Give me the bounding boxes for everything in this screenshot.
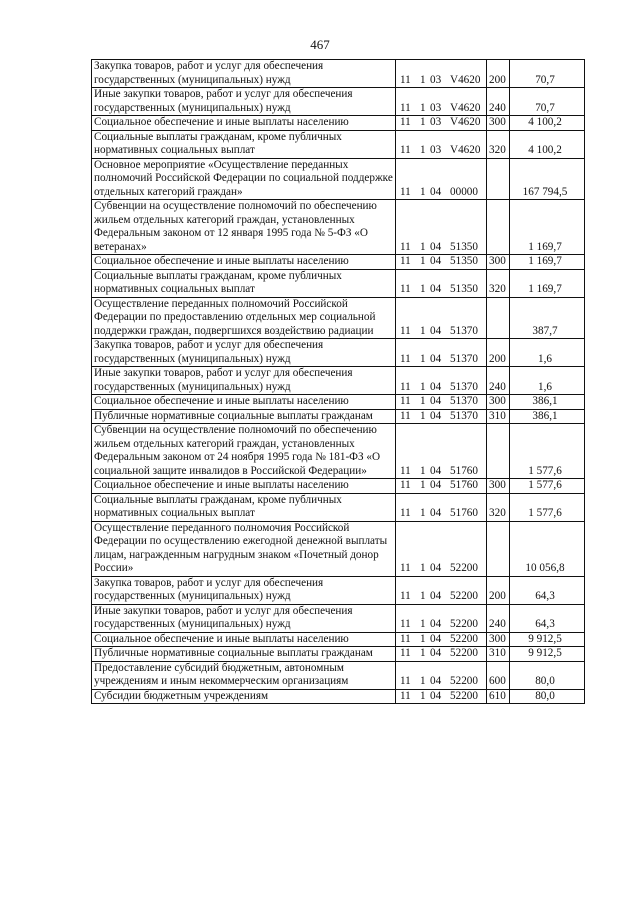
code-section: 11 [400, 283, 411, 295]
code-target: 52200 [450, 590, 478, 602]
table-row [92, 661, 585, 689]
row-expense-type: 300 [487, 632, 510, 647]
row-amount: 64,3 [510, 576, 585, 604]
code-subprogram: 04 [430, 352, 442, 365]
row-name: Субвенции на осуществление полномочий по обеспечению жильем отдельных категорий граждан, установленных Федеральным законом от 12 января 1995 года № 5-ФЗ «О ветеранах» [92, 200, 396, 255]
code-section: 11 [400, 380, 411, 393]
code-subprogram: 04 [430, 647, 442, 659]
code-subprogram: 04 [430, 675, 442, 687]
code-target: 51350 [450, 255, 478, 267]
code-subprogram: 04 [430, 255, 442, 267]
code-target: 52200 [450, 689, 478, 702]
code-section: 11 [400, 632, 411, 645]
row-name: Социальное обеспечение и иные выплаты населению [92, 116, 396, 131]
code-target: 51370 [450, 324, 478, 337]
row-code [396, 493, 487, 521]
code-subprogram: 04 [430, 409, 442, 422]
row-name: Социальные выплаты гражданам, кроме публичных нормативных социальных выплат [92, 493, 396, 521]
row-code [396, 130, 487, 158]
code-section: 11 [400, 73, 411, 86]
table-row [92, 116, 585, 131]
row-code [396, 395, 487, 410]
code-program: 1 [420, 507, 426, 519]
row-name: Иные закупки товаров, работ и услуг для обеспечения государственных (муниципальных) нужд [92, 604, 396, 632]
code-subprogram: 04 [430, 689, 442, 702]
code-section: 11 [400, 255, 411, 267]
row-expense-type: 300 [487, 116, 510, 131]
code-program: 1 [420, 409, 426, 422]
row-expense-type: 200 [487, 576, 510, 604]
table-row [92, 269, 585, 297]
row-code [396, 60, 487, 88]
row-amount: 10 056,8 [510, 521, 585, 576]
code-target: 51370 [450, 380, 478, 393]
code-section: 11 [400, 618, 411, 630]
code-target: V4620 [450, 116, 481, 128]
table-row [92, 297, 585, 339]
row-amount: 70,7 [510, 88, 585, 116]
table-row [92, 647, 585, 662]
row-amount: 1 577,6 [510, 479, 585, 494]
code-target: 51760 [450, 464, 478, 477]
row-code [396, 521, 487, 576]
table-row [92, 493, 585, 521]
row-code [396, 424, 487, 479]
table-row [92, 576, 585, 604]
code-program: 1 [420, 240, 426, 253]
code-section: 11 [400, 324, 411, 337]
page-number: 467 [310, 37, 330, 52]
code-program: 1 [420, 255, 426, 267]
row-expense-type: 300 [487, 255, 510, 270]
row-name: Социальное обеспечение и иные выплаты населению [92, 632, 396, 647]
row-name: Субсидии бюджетным учреждениям [92, 689, 396, 704]
code-section: 11 [400, 647, 411, 659]
row-amount: 1 577,6 [510, 424, 585, 479]
row-name: Предоставление субсидий бюджетным, автономным учреждениям и иным некоммерческим организациям [92, 661, 396, 689]
code-subprogram: 03 [430, 101, 442, 114]
row-amount: 4 100,2 [510, 130, 585, 158]
row-name: Основное мероприятие «Осуществление переданных полномочий Российской Федерации по социальной поддержке отдельных категорий граждан» [92, 158, 396, 200]
row-expense-type: 320 [487, 130, 510, 158]
row-amount: 1 169,7 [510, 200, 585, 255]
code-section: 11 [400, 507, 411, 519]
code-subprogram: 03 [430, 116, 442, 128]
code-program: 1 [420, 380, 426, 393]
row-code [396, 647, 487, 662]
code-program: 1 [420, 562, 426, 574]
code-target: 52200 [450, 675, 478, 687]
row-name: Субвенции на осуществление полномочий по обеспечению жильем отдельных категорий граждан, установленных Федеральным законом от 24 ноября 1995 года № 181-ФЗ «О социальной защите инвалидов в Российской Федерации» [92, 424, 396, 479]
row-amount: 1,6 [510, 339, 585, 367]
row-expense-type: 310 [487, 409, 510, 424]
row-expense-type: 240 [487, 367, 510, 395]
code-program: 1 [420, 464, 426, 477]
row-expense-type: 610 [487, 689, 510, 704]
row-expense-type: 300 [487, 479, 510, 494]
row-amount: 1 169,7 [510, 255, 585, 270]
row-expense-type: 240 [487, 604, 510, 632]
code-subprogram: 04 [430, 464, 442, 477]
code-program: 1 [420, 647, 426, 659]
code-subprogram: 04 [430, 618, 442, 630]
row-name: Публичные нормативные социальные выплаты гражданам [92, 409, 396, 424]
code-program: 1 [420, 185, 426, 198]
row-name: Социальные выплаты гражданам, кроме публичных нормативных социальных выплат [92, 130, 396, 158]
row-name: Публичные нормативные социальные выплаты гражданам [92, 647, 396, 662]
code-section: 11 [400, 590, 411, 602]
table-row [92, 604, 585, 632]
row-name: Иные закупки товаров, работ и услуг для обеспечения государственных (муниципальных) нужд [92, 367, 396, 395]
code-program: 1 [420, 618, 426, 630]
code-program: 1 [420, 116, 426, 128]
code-target: 51350 [450, 283, 478, 295]
code-program: 1 [420, 352, 426, 365]
row-amount: 4 100,2 [510, 116, 585, 131]
code-target: V4620 [450, 144, 481, 156]
code-subprogram: 03 [430, 144, 442, 156]
row-amount: 1,6 [510, 367, 585, 395]
row-code [396, 88, 487, 116]
table-row [92, 632, 585, 647]
code-subprogram: 04 [430, 395, 442, 407]
code-section: 11 [400, 116, 411, 128]
row-amount: 9 912,5 [510, 647, 585, 662]
code-target: 51370 [450, 409, 478, 422]
code-program: 1 [420, 689, 426, 702]
row-code [396, 255, 487, 270]
code-section: 11 [400, 464, 411, 477]
row-code [396, 479, 487, 494]
row-expense-type: 320 [487, 493, 510, 521]
code-target: 51760 [450, 479, 478, 491]
code-subprogram: 04 [430, 283, 442, 295]
row-amount: 386,1 [510, 395, 585, 410]
code-target: 51350 [450, 240, 478, 253]
row-code [396, 576, 487, 604]
row-code [396, 339, 487, 367]
code-subprogram: 04 [430, 590, 442, 602]
row-name: Социальные выплаты гражданам, кроме публичных нормативных социальных выплат [92, 269, 396, 297]
row-name: Осуществление переданных полномочий Российской Федерации по предоставлению отдельных мер социальной поддержки граждан, подвергшихся воздействию радиации [92, 297, 396, 339]
code-section: 11 [400, 562, 411, 574]
code-subprogram: 04 [430, 380, 442, 393]
row-amount: 386,1 [510, 409, 585, 424]
code-section: 11 [400, 479, 411, 491]
code-target: 52200 [450, 647, 478, 659]
row-expense-type [487, 200, 510, 255]
table-row [92, 158, 585, 200]
row-code [396, 200, 487, 255]
code-program: 1 [420, 283, 426, 295]
row-code [396, 604, 487, 632]
row-name: Социальное обеспечение и иные выплаты населению [92, 395, 396, 410]
code-target: 51370 [450, 352, 478, 365]
table-row [92, 521, 585, 576]
row-name: Закупка товаров, работ и услуг для обеспечения государственных (муниципальных) нужд [92, 339, 396, 367]
row-name: Иные закупки товаров, работ и услуг для обеспечения государственных (муниципальных) нужд [92, 88, 396, 116]
code-target: 51370 [450, 395, 478, 407]
row-expense-type: 310 [487, 647, 510, 662]
code-program: 1 [420, 675, 426, 687]
code-subprogram: 04 [430, 507, 442, 519]
table-row [92, 367, 585, 395]
code-section: 11 [400, 675, 411, 687]
row-expense-type [487, 521, 510, 576]
code-section: 11 [400, 689, 411, 702]
table-row [92, 409, 585, 424]
row-code [396, 269, 487, 297]
code-program: 1 [420, 324, 426, 337]
code-subprogram: 04 [430, 240, 442, 253]
row-amount: 9 912,5 [510, 632, 585, 647]
code-program: 1 [420, 73, 426, 86]
row-code [396, 297, 487, 339]
row-name: Закупка товаров, работ и услуг для обеспечения государственных (муниципальных) нужд [92, 576, 396, 604]
code-target: 51760 [450, 507, 478, 519]
code-program: 1 [420, 101, 426, 114]
code-target: V4620 [450, 101, 481, 114]
row-code [396, 632, 487, 647]
row-amount: 80,0 [510, 661, 585, 689]
code-section: 11 [400, 409, 411, 422]
row-code [396, 367, 487, 395]
row-amount: 1 169,7 [510, 269, 585, 297]
table-row [92, 479, 585, 494]
row-code [396, 116, 487, 131]
row-code [396, 158, 487, 200]
table-row [92, 200, 585, 255]
code-subprogram: 04 [430, 562, 442, 574]
code-section: 11 [400, 185, 411, 198]
row-expense-type: 240 [487, 88, 510, 116]
row-amount: 1 577,6 [510, 493, 585, 521]
row-name: Закупка товаров, работ и услуг для обеспечения государственных (муниципальных) нужд [92, 60, 396, 88]
row-name: Социальное обеспечение и иные выплаты населению [92, 479, 396, 494]
row-amount: 387,7 [510, 297, 585, 339]
code-subprogram: 04 [430, 479, 442, 491]
row-expense-type [487, 297, 510, 339]
row-code [396, 689, 487, 704]
table-row [92, 689, 585, 704]
code-target: V4620 [450, 73, 481, 86]
code-subprogram: 04 [430, 185, 442, 198]
row-name: Осуществление переданного полномочия Российской Федерации по осуществлению ежегодной денежной выплаты лицам, награжденным нагрудным знаком «Почетный донор России» [92, 521, 396, 576]
table-row [92, 88, 585, 116]
code-target: 52200 [450, 618, 478, 630]
table-row [92, 395, 585, 410]
row-expense-type: 300 [487, 395, 510, 410]
budget-table-body [92, 60, 585, 704]
row-expense-type: 320 [487, 269, 510, 297]
code-program: 1 [420, 395, 426, 407]
row-expense-type [487, 424, 510, 479]
code-program: 1 [420, 590, 426, 602]
code-subprogram: 03 [430, 73, 442, 86]
table-row [92, 339, 585, 367]
budget-table [91, 59, 585, 704]
row-expense-type [487, 158, 510, 200]
table-row [92, 60, 585, 88]
row-expense-type: 600 [487, 661, 510, 689]
row-expense-type: 200 [487, 339, 510, 367]
table-row [92, 130, 585, 158]
row-name: Социальное обеспечение и иные выплаты населению [92, 255, 396, 270]
row-amount: 80,0 [510, 689, 585, 704]
row-amount: 70,7 [510, 60, 585, 88]
code-section: 11 [400, 395, 411, 407]
row-expense-type: 200 [487, 60, 510, 88]
code-subprogram: 04 [430, 324, 442, 337]
table-row [92, 424, 585, 479]
code-target: 52200 [450, 562, 478, 574]
row-code [396, 409, 487, 424]
code-program: 1 [420, 632, 426, 645]
code-section: 11 [400, 144, 411, 156]
code-section: 11 [400, 101, 411, 114]
code-subprogram: 04 [430, 632, 442, 645]
code-section: 11 [400, 240, 411, 253]
code-target: 52200 [450, 632, 478, 645]
code-program: 1 [420, 144, 426, 156]
table-row [92, 255, 585, 270]
code-program: 1 [420, 479, 426, 491]
code-section: 11 [400, 352, 411, 365]
row-amount: 167 794,5 [510, 158, 585, 200]
row-amount: 64,3 [510, 604, 585, 632]
row-code [396, 661, 487, 689]
code-target: 00000 [450, 185, 478, 198]
